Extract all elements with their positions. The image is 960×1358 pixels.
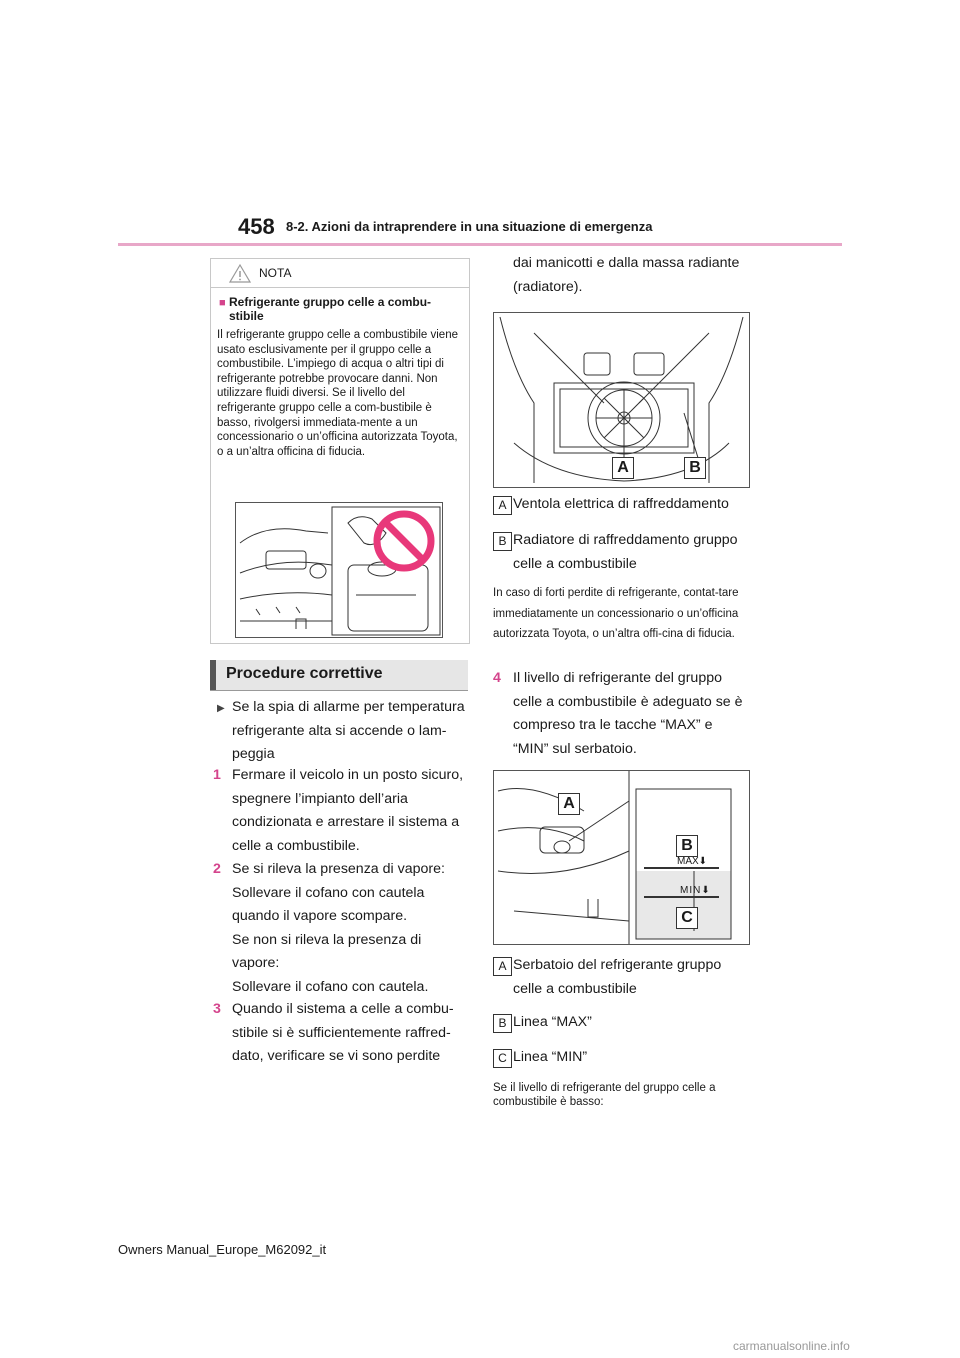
step-number: 1	[213, 767, 221, 783]
header-rule	[118, 243, 842, 246]
legend-key: A	[493, 496, 512, 515]
note-heading	[219, 295, 473, 323]
note-heading-text: Refrigerante gruppo celle a combu- stibile	[229, 295, 432, 323]
figure-label: B	[684, 457, 706, 479]
note-title: NOTA	[259, 266, 292, 280]
note-box	[210, 258, 470, 644]
coolant-reservoir-illustration	[493, 770, 750, 945]
note-body: Il refrigerante gruppo celle a combustibile viene usato esclusivamente per il gruppo celle a combustibile. L’impiego di acqua o altri tipi di refrigerante potrebbe provocare danni. Non utilizzare fluidi diversi. Se il livello del refrigerante gruppo celle a com-bustibile è basso, rivolgersi immediata-mente a un concessionario o un’officina autorizzata Toyota, o a un’altra officina di fiducia.	[217, 329, 458, 458]
legend-text: Linea “MIN”	[513, 1049, 588, 1065]
legend-text: Radiatore di raffreddamento gruppo celle a combustibile	[513, 532, 738, 572]
low-level-note: Se il livello di refrigerante del gruppo celle a combustibile è basso:	[493, 1082, 716, 1108]
procedure-title: Procedure correttive	[226, 665, 383, 682]
step-number: 2	[213, 861, 221, 877]
radiator-illustration	[493, 312, 750, 488]
min-mark: MIN⬇	[680, 885, 711, 896]
legend-text: Ventola elettrica di raffreddamento	[513, 496, 729, 512]
watermark: carmanualsonline.info	[733, 1339, 850, 1353]
legend-key: A	[493, 957, 512, 976]
step-text: Quando il sistema a celle a combu-stibile si è sufficientemente raffred-dato, verificare se vi sono perdite	[232, 1001, 454, 1064]
max-mark: MAX⬇	[677, 856, 708, 867]
figure-label: B	[676, 835, 698, 857]
legend-key: C	[493, 1049, 512, 1068]
legend-text: Serbatoio del refrigerante gruppo celle a combustibile	[513, 957, 722, 997]
procedure-condition: Se la spia di allarme per temperatura refrigerante alta si accende o lam-peggia	[232, 699, 465, 762]
figure-label: A	[558, 793, 580, 815]
legend-key: B	[493, 532, 512, 551]
triangle-bullet-icon: ▶	[217, 703, 225, 714]
square-bullet-icon: ■	[219, 297, 226, 309]
step-number: 4	[493, 670, 501, 686]
coolant-fill-prohibited-illustration	[235, 502, 443, 638]
step-text: Il livello di refrigerante del gruppo celle a combustibile è adeguato se è compreso tra le tacche “MAX” e “MIN” sul serbatoio.	[513, 670, 743, 757]
note-header	[211, 259, 469, 288]
section-title: 8-2. Azioni da intraprendere in una situazione di emergenza	[286, 219, 653, 234]
figure-label: C	[676, 907, 698, 929]
legend-key: B	[493, 1014, 512, 1033]
leak-note: In caso di forti perdite di refrigerante, contat-tare immediatamente un concessionario o un’officina autorizzata Toyota, o un’altra offi-cina di fiducia.	[493, 587, 739, 640]
page-number: 458	[238, 214, 275, 239]
document-id: Owners Manual_Europe_M62092_it	[118, 1242, 327, 1257]
continuation-text: dai manicotti e dalla massa radiante (radiatore).	[513, 255, 740, 295]
procedure-heading	[210, 660, 468, 690]
step-text: Fermare il veicolo in un posto sicuro, spegnere l’impianto dell’aria condizionata e arrestare il sistema a celle a combustibile.	[232, 767, 464, 854]
step-text: Se si rileva la presenza di vapore: Sollevare il cofano con cautela quando il vapore scompare. Se non si rileva la presenza di vapore: Sollevare il cofano con cautela.	[232, 861, 445, 995]
step-number: 3	[213, 1001, 221, 1017]
legend-text: Linea “MAX”	[513, 1014, 592, 1030]
caution-triangle-icon	[229, 263, 251, 283]
procedure-rule	[210, 690, 468, 691]
figure-label: A	[612, 457, 634, 479]
